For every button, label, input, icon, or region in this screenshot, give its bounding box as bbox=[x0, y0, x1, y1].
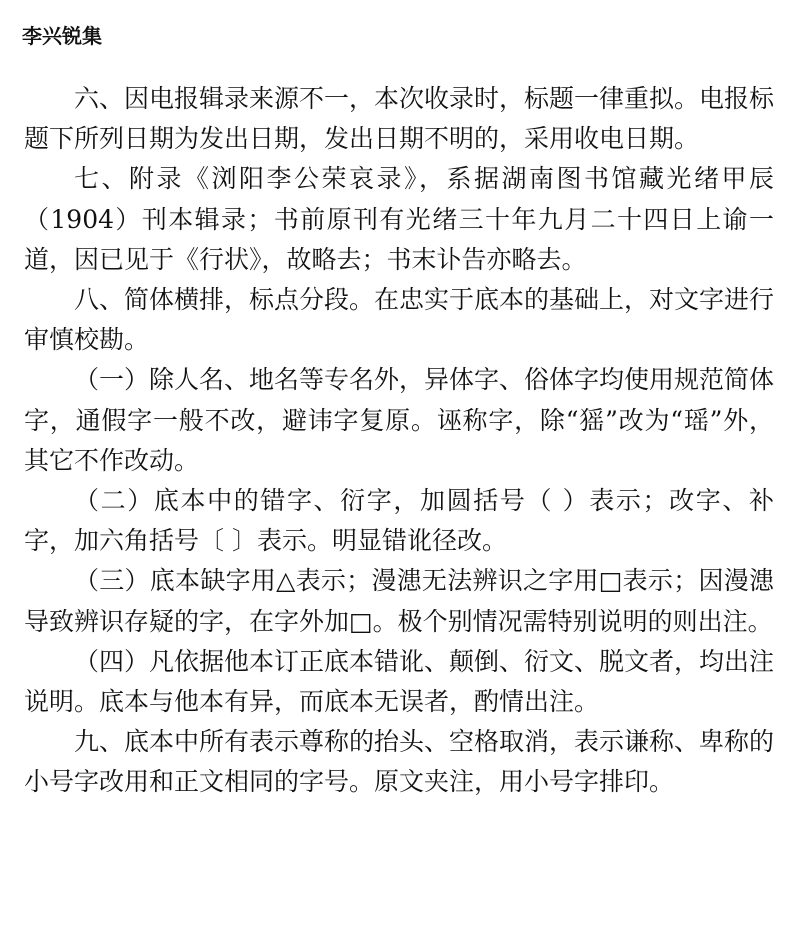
paragraph-8-4: （四）凡依据他本订正底本错讹、颠倒、衍文、脱文者，均出注说明。底本与他本有异，而底本无误者，酌情出注。 bbox=[24, 646, 775, 717]
paragraph-8-1: （一）除人名、地名等专名外，异体字、俗体字均使用规范简体字，通假字一般不改，避讳字复原。诬称字，除“猺”改为“瑶”外，其它不作改动。 bbox=[24, 365, 775, 475]
paragraph-8-3: （三）底本缺字用△表示；漫漶无法辨识之字用□表示；因漫漶导致辨识存疑的字，在字外加□。极个别情况需特别说明的则出注。 bbox=[24, 566, 774, 636]
paragraph-9: 九、底本中所有表示尊称的抬头、空格取消，表示谦称、卑称的小号字改用和正文相同的字号。原文夹注，用小号字排印。 bbox=[24, 727, 775, 797]
paragraph-7: 七、附录《浏阳李公荣哀录》，系据湖南图书馆藏光绪甲辰（1904）刊本辑录；书前原刊有光绪三十年九月二十四日上谕一道，因已见于《行状》，故略去；书末讣告亦略去。 bbox=[24, 164, 774, 274]
paragraph-6: 六、因电报辑录来源不一，本次收录时，标题一律重拟。电报标题下所列日期为发出日期，发出日期不明的，采用收电日期。 bbox=[24, 84, 775, 154]
paragraph-8: 八、简体横排，标点分段。在忠实于底本的基础上，对文字进行审慎校勘。 bbox=[24, 285, 775, 355]
paragraph-8-2: （二）底本中的错字、衍字，加圆括号（ ）表示；改字、补字，加六角括号〔 〕表示。明显错讹径改。 bbox=[24, 486, 774, 556]
running-header-title: 李兴锐集 bbox=[22, 24, 102, 48]
body-text bbox=[24, 79, 774, 803]
